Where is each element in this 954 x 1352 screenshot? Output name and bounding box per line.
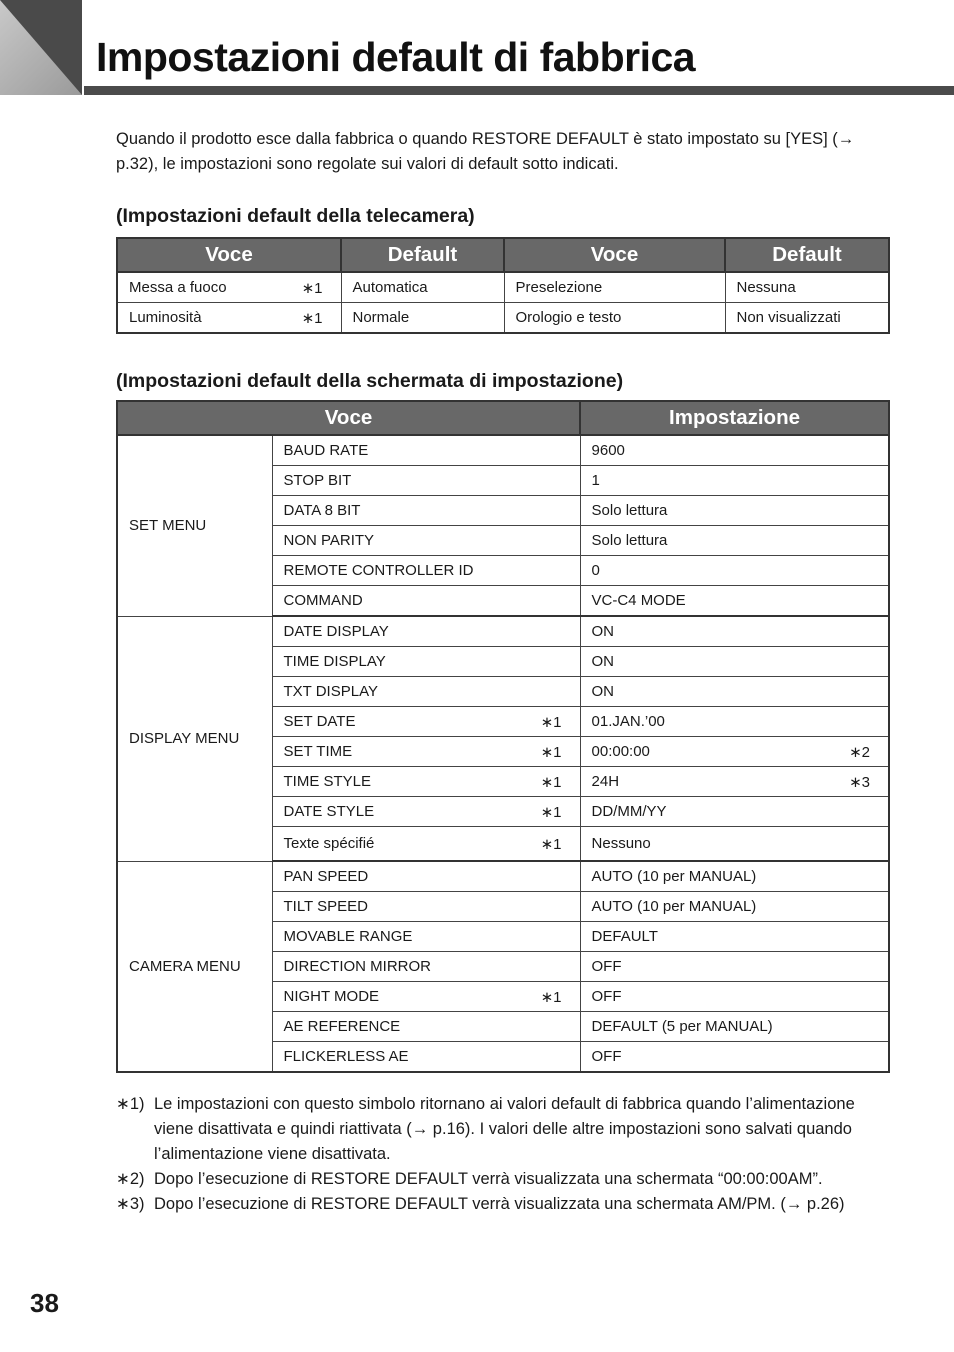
page-title: Impostazioni default di fabbrica — [96, 34, 696, 80]
value-cell — [580, 586, 889, 617]
item-label: DIRECTION MIRROR — [283, 958, 431, 975]
menu-group-cell: CAMERA MENU — [117, 861, 272, 1072]
settings-section-heading: (Impostazioni default della schermata di impostazione) — [116, 370, 624, 392]
value-label: 0 — [591, 562, 600, 579]
value-label: 00:00:00 — [591, 743, 650, 760]
value-label: 01.JAN.’00 — [591, 713, 665, 730]
value-cell — [580, 861, 889, 892]
footnotes — [116, 1092, 876, 1217]
value-cell — [580, 1012, 889, 1042]
item-label: DATE STYLE — [283, 803, 375, 820]
value-cell — [580, 496, 889, 526]
camera-section-heading: (Impostazioni default della telecamera) — [116, 205, 475, 227]
item-cell: Orologio e testo — [504, 303, 725, 334]
value-label: OFF — [591, 988, 622, 1005]
default-cell: Normale — [341, 303, 504, 334]
table-row — [117, 616, 889, 647]
footnote-text: Le impostazioni con questo simbolo ritornano ai valori default di fabbrica quando l’alimentazione viene disattivata e quindi riattivata (→ p.16). I valori delle altre impostazioni sono salvati quando l’alimentazione viene disattivata. — [154, 1095, 855, 1163]
item-cell — [272, 737, 580, 767]
item-cell — [272, 556, 580, 586]
item-label: TXT DISPLAY — [283, 683, 378, 700]
reset-mark: ∗1 — [540, 835, 562, 853]
value-label: 24H — [591, 773, 620, 790]
value-label: AUTO (10 per MANUAL) — [591, 868, 757, 885]
item-label: NIGHT MODE — [283, 988, 380, 1005]
camera-defaults-table — [116, 237, 890, 334]
item-label: REMOTE CONTROLLER ID — [283, 562, 474, 579]
reset-mark: ∗1 — [540, 743, 562, 761]
footnote — [116, 1092, 876, 1167]
value-cell — [580, 677, 889, 707]
item-label: DATA 8 BIT — [283, 502, 361, 519]
reset-mark: ∗1 — [540, 803, 562, 821]
note-mark: ∗2 — [849, 743, 871, 761]
value-cell — [580, 827, 889, 862]
column-header: Voce — [117, 238, 341, 272]
item-label: TIME DISPLAY — [283, 653, 386, 670]
table-header-row — [117, 401, 889, 435]
value-cell — [580, 466, 889, 496]
item-label: MOVABLE RANGE — [283, 928, 413, 945]
value-label: Solo lettura — [591, 502, 668, 519]
item-label: Luminosità — [129, 309, 202, 326]
footnote — [116, 1167, 876, 1192]
item-label: BAUD RATE — [283, 442, 369, 459]
table-row — [117, 435, 889, 466]
item-cell — [272, 797, 580, 827]
note-mark: ∗3 — [849, 773, 871, 791]
value-cell — [580, 526, 889, 556]
item-cell — [272, 466, 580, 496]
item-cell: Preselezione — [504, 272, 725, 303]
menu-group-cell: DISPLAY MENU — [117, 616, 272, 861]
value-cell — [580, 892, 889, 922]
table-row — [117, 303, 889, 334]
item-cell — [272, 526, 580, 556]
item-cell — [272, 827, 580, 862]
item-label: Messa a fuoco — [129, 279, 227, 296]
reset-mark: ∗1 — [540, 773, 562, 791]
footnote-text: Dopo l’esecuzione di RESTORE DEFAULT verrà visualizzata una schermata AM/PM. (→ p.26) — [154, 1195, 845, 1213]
item-cell — [272, 496, 580, 526]
item-label: SET DATE — [283, 713, 356, 730]
value-cell — [580, 647, 889, 677]
item-cell — [117, 303, 341, 334]
value-label: OFF — [591, 1048, 622, 1065]
value-cell — [580, 922, 889, 952]
table-row — [117, 272, 889, 303]
value-cell — [580, 797, 889, 827]
item-cell — [272, 952, 580, 982]
value-cell — [580, 767, 889, 797]
value-label: DD/MM/YY — [591, 803, 667, 820]
column-header: Voce — [504, 238, 725, 272]
value-cell — [580, 1042, 889, 1073]
default-cell: Non visualizzati — [725, 303, 889, 334]
column-header: Default — [341, 238, 504, 272]
footnote-mark: ∗1) — [116, 1095, 145, 1113]
item-label: TIME STYLE — [283, 773, 372, 790]
value-cell — [580, 616, 889, 647]
item-cell — [117, 272, 341, 303]
menu-group-cell: SET MENU — [117, 435, 272, 616]
column-header: Default — [725, 238, 889, 272]
item-cell — [272, 707, 580, 737]
intro-paragraph: Quando il prodotto esce dalla fabbrica o quando RESTORE DEFAULT è stato impostato su [YES] (→ p.32), le impostazioni sono regolate sui valori di default sotto indicati. — [116, 130, 855, 173]
item-cell — [272, 922, 580, 952]
value-label: OFF — [591, 958, 622, 975]
item-cell — [272, 861, 580, 892]
value-cell — [580, 435, 889, 466]
settings-table-body — [117, 435, 889, 1072]
footnote-text: Dopo l’esecuzione di RESTORE DEFAULT verrà visualizzata una schermata “00:00:00AM”. — [154, 1170, 823, 1188]
item-label: TILT SPEED — [283, 898, 368, 915]
title-rule — [84, 86, 954, 95]
table-row — [117, 861, 889, 892]
value-cell — [580, 982, 889, 1012]
value-label: 1 — [591, 472, 600, 489]
value-cell — [580, 952, 889, 982]
item-label: FLICKERLESS AE — [283, 1048, 409, 1065]
item-cell — [272, 616, 580, 647]
item-cell — [272, 1042, 580, 1073]
item-label: STOP BIT — [283, 472, 352, 489]
value-label: DEFAULT (5 per MANUAL) — [591, 1018, 773, 1035]
value-label: ON — [591, 653, 615, 670]
reset-mark: ∗1 — [540, 988, 562, 1006]
reset-mark: ∗1 — [301, 309, 323, 327]
footnote-mark: ∗3) — [116, 1195, 145, 1213]
default-cell: Automatica — [341, 272, 504, 303]
value-cell — [580, 707, 889, 737]
item-cell — [272, 677, 580, 707]
item-cell — [272, 1012, 580, 1042]
item-label: AE REFERENCE — [283, 1018, 401, 1035]
value-label: Nessuno — [591, 835, 651, 852]
column-header: Voce — [117, 401, 580, 435]
reset-mark: ∗1 — [540, 713, 562, 731]
default-cell: Nessuna — [725, 272, 889, 303]
item-cell — [272, 892, 580, 922]
item-cell — [272, 982, 580, 1012]
value-label: VC-C4 MODE — [591, 592, 686, 609]
value-label: ON — [591, 683, 615, 700]
item-cell — [272, 586, 580, 617]
item-cell — [272, 767, 580, 797]
item-cell — [272, 435, 580, 466]
value-label: 9600 — [591, 442, 625, 459]
value-cell — [580, 556, 889, 586]
table-header-row — [117, 238, 889, 272]
reset-mark: ∗1 — [301, 279, 323, 297]
item-label: PAN SPEED — [283, 868, 369, 885]
value-label: Solo lettura — [591, 532, 668, 549]
value-label: AUTO (10 per MANUAL) — [591, 898, 757, 915]
footnote-mark: ∗2) — [116, 1170, 145, 1188]
settings-defaults-table — [116, 400, 890, 1073]
corner-decoration — [0, 0, 82, 95]
item-label: DATE DISPLAY — [283, 623, 389, 640]
item-label: NON PARITY — [283, 532, 375, 549]
page-number: 38 — [30, 1288, 59, 1318]
item-label: COMMAND — [283, 592, 363, 609]
column-header: Impostazione — [580, 401, 889, 435]
value-label: ON — [591, 623, 615, 640]
footnote — [116, 1192, 876, 1217]
item-cell — [272, 647, 580, 677]
item-label: SET TIME — [283, 743, 353, 760]
value-cell — [580, 737, 889, 767]
value-label: DEFAULT — [591, 928, 658, 945]
item-label: Texte spécifié — [283, 835, 375, 852]
